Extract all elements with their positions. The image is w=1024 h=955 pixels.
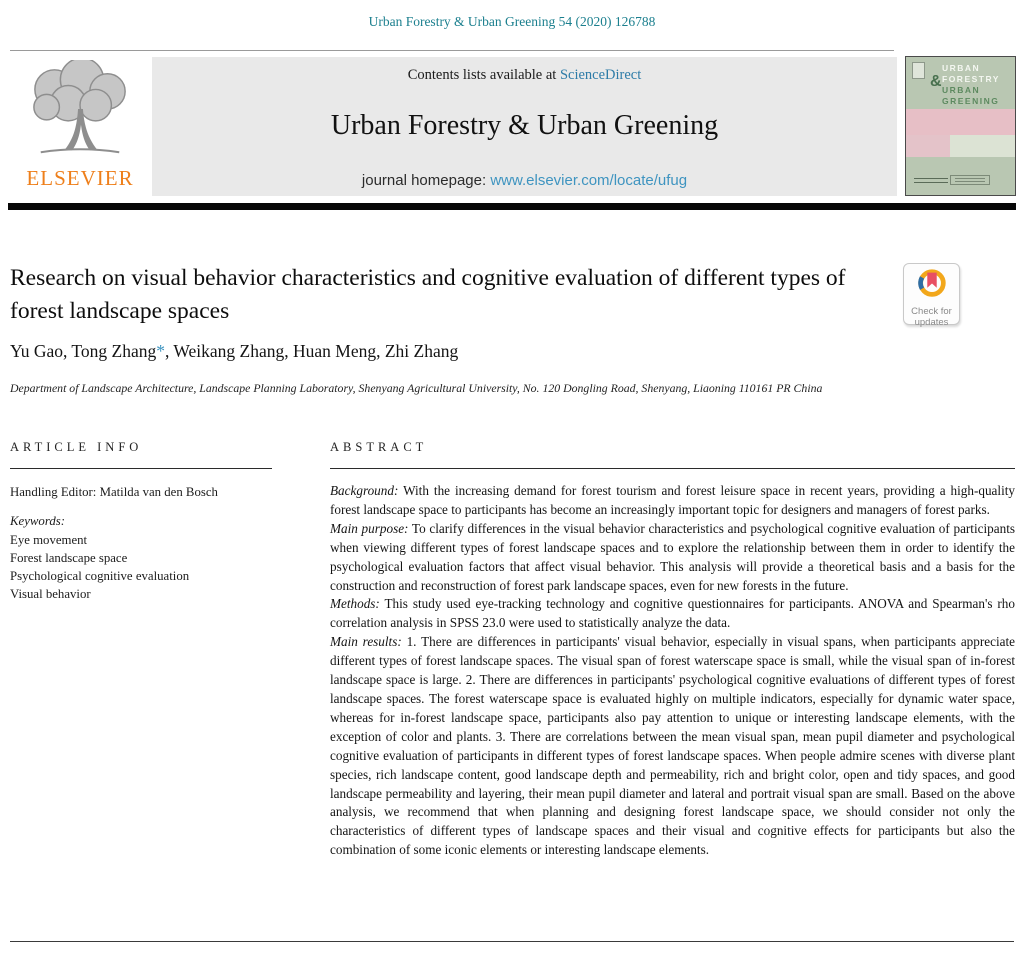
- cover-title: [942, 63, 1000, 107]
- check-for-updates-label: Check for updates: [911, 306, 952, 328]
- check-for-updates-badge[interactable]: [903, 263, 960, 328]
- cover-title-line3: URBAN: [942, 85, 981, 95]
- keywords-label: Keywords:: [10, 514, 65, 528]
- elsevier-wordmark: ELSEVIER: [26, 166, 134, 190]
- page-bottom-rule: [10, 941, 1014, 942]
- cover-title-line2: FORESTRY: [942, 74, 1000, 84]
- cover-footer-box: [950, 175, 990, 185]
- contents-lists-text: Contents lists available at: [407, 67, 560, 83]
- journal-cover-thumbnail: [905, 56, 1016, 196]
- check-for-updates-icon: [915, 267, 949, 301]
- abstract-rule: [330, 468, 1015, 469]
- authors-text: Yu Gao, Tong Zhang: [10, 341, 157, 361]
- cover-ampersand: &: [930, 73, 942, 90]
- abstract-body: [330, 482, 1015, 860]
- abstract-heading: ABSTRACT: [330, 440, 428, 454]
- homepage-prefix-text: journal homepage:: [361, 172, 491, 189]
- abstract-section-methods: Methods: This study used eye-tracking technology and cognitive questionnaires for participants. ANOVA and Spearman's rho correlation analysis in SPSS 23.0 were used to statistically analyze the data.: [330, 596, 1015, 631]
- article-title: Research on visual behavior characteristics and cognitive evaluation of different types of forest landscape spaces: [10, 265, 846, 324]
- article-info-rule: [10, 468, 272, 469]
- handling-editor: Handling Editor: Matilda van den Bosch: [10, 485, 218, 499]
- abstract-section-main-results: Main results: 1. There are differences in participants' visual behavior, especially in visual spans, when participants appreciate different types of forest landscape spaces. The visual span of forest waterscape space is small, while the visual span of in-forest landscape space is large. 2. There are differences in participants' psychological cognitive evaluations of different types of forest landscape spaces. The forest waterscape space is evaluated highly on multiple indicators, especially for dynamic water space, whereas for in-forest landscape space, participants also pay attention to unique or interesting landscape elements, with the exception of color and plants. 3. There are correlations between the mean visual span, mean pupil diameter and psychological cognitive evaluation of participants in different types of forest landscape spaces. When people admire scenes with diverse plant species, rich landscape content, good landscape depth and permeability, rich and bright color, open and tidy spaces, and good landscape permeability and layering, their mean pupil diameter and lateral and portrait visual span are small. Based on the above analysis, we recommend that when planning and designing forest landscape space, we should consider not only the characteristics of different types of landscape spaces and their visual and cognitive effects for participants but also the combination of some iconic elements or interesting landscape elements.: [330, 634, 1015, 858]
- header-divider-bar: [8, 203, 1016, 210]
- cover-elsevier-mini-logo-icon: [912, 62, 925, 79]
- article-info-heading: ARTICLE INFO: [10, 440, 143, 454]
- journal-citation-link[interactable]: Urban Forestry & Urban Greening 54 (2020) 126788: [368, 14, 656, 29]
- abstract-section-background: Background: With the increasing demand for forest tourism and forest leisure space in recent years, providing a high-quality forest landscape space to participants has become an increasingly important topic for designers and managers of forest parks.: [330, 483, 1015, 517]
- affiliation: Department of Landscape Architecture, Landscape Planning Laboratory, Shenyang Agricultural University, No. 120 Dongling Road, Shenyang, Liaoning 110161 PR China: [10, 381, 823, 395]
- sciencedirect-link[interactable]: ScienceDirect: [559, 67, 642, 83]
- cover-title-line4: GREENING: [942, 96, 1000, 106]
- contents-lists-line: [152, 67, 897, 84]
- journal-header-band: [152, 57, 897, 196]
- author-list: [10, 341, 890, 362]
- keyword-item: Visual behavior: [10, 587, 91, 601]
- cover-pink-band: [906, 109, 1016, 135]
- elsevier-logo: [10, 60, 150, 196]
- keyword-item: Eye movement: [10, 533, 88, 547]
- abstract-section-main-purpose: Main purpose: To clarify differences in the visual behavior characteristics and psychological cognitive evaluation of participants when viewing different types of forest landscape spaces and to explore the relationship between them in order to identify the psychological evaluation factors that affect visual behavior. This analysis will provide a theoretical basis and a basis for the construction and reconstruction of forest park landscape spaces, even for new forests in the future.: [330, 520, 1015, 593]
- journal-title: Urban Forestry & Urban Greening: [330, 110, 719, 141]
- cover-footer-lines: [914, 175, 948, 183]
- cover-light-band: [906, 135, 1016, 157]
- keywords-list: [10, 531, 272, 603]
- corresponding-author-link[interactable]: *: [156, 341, 165, 361]
- journal-homepage-line: [152, 172, 897, 189]
- keyword-item: Psychological cognitive evaluation: [10, 569, 190, 583]
- authors-text-2: , Weikang Zhang, Huan Meng, Zhi Zhang: [164, 341, 459, 361]
- journal-homepage-link[interactable]: www.elsevier.com/locate/ufug: [490, 172, 688, 189]
- cover-title-line1: URBAN: [942, 63, 981, 73]
- abstract-column: [330, 440, 1015, 860]
- header-top-rule: [10, 50, 894, 51]
- keyword-item: Forest landscape space: [10, 551, 128, 565]
- article-info-column: [10, 440, 272, 603]
- elsevier-tree-icon: [21, 60, 139, 164]
